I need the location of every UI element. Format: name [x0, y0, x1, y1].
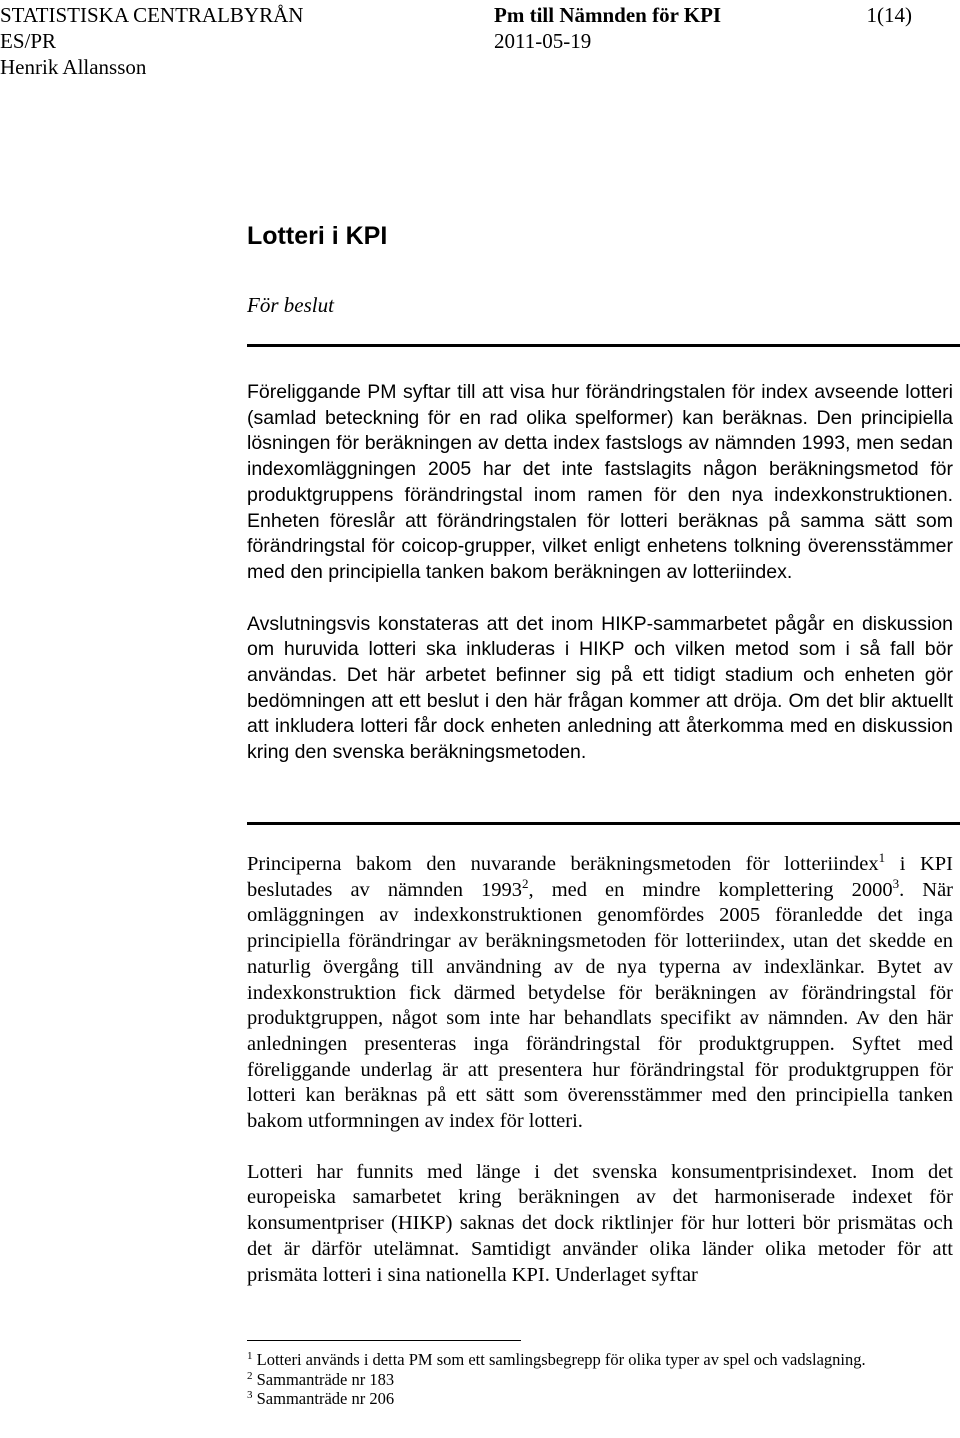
footnote-divider — [247, 1340, 521, 1341]
body-paragraph-2: Lotteri har funnits med länge i det svenska konsumentprisindexet. Inom det europeiska samarbetet kring beräkningen av det harmoniserade indexet för konsumentpriser (HIKP) saknas det dock riktlinjer för hur lotteri bör prismätas och det är därför utelämnat. Samtidigt använder olika länder olika metoder för att prismäta lotteri i sina nationella KPI. Underlaget syftar — [247, 1160, 953, 1286]
header-row-1 — [0, 2, 960, 28]
document-header — [0, 2, 960, 80]
footnote-2 — [247, 1370, 937, 1390]
footnote-text: Lotteri används i detta PM som ett samlingsbegrepp för olika typer av spel och vadslagning. — [252, 1350, 866, 1369]
header-row-3 — [0, 54, 960, 80]
body-paragraph-1-part-a: Principerna bakom den nuvarande beräkningsmetoden för lotteriindex — [247, 853, 879, 875]
body-paragraph-1-part-b: i KPI beslutades av nämnden 1993 — [247, 853, 953, 901]
document-date: 2011-05-19 — [494, 29, 592, 53]
footnote-ref-3: 3 — [892, 875, 900, 891]
summary-paragraph-1: Föreliggande PM syftar till att visa hur förändringstalen för index avseende lotteri (samlad beteckning för en rad olika spelformer) kan beräknas. Den principiella lösningen för beräkningen av detta index fastslogs av nämnden 1993, men sedan indexomläggningen 2005 har det inte fastslagits någon beräkningsmetod för produktgruppens förändringstal inom ramen för den nya indexkonstruktionen. Enheten föreslår att förändringstalen för lotteri beräknas på samma sätt som förändringstal för coicop-grupper, vilket enligt enhetens tolkning överensstämmer med den principiella tanken bakom beräkningen av lotteriindex. — [247, 381, 953, 583]
body-paragraph-1 — [247, 852, 953, 1135]
footnote-text: Sammanträde nr 183 — [252, 1369, 395, 1389]
footnote-ref-1: 1 — [878, 850, 886, 865]
summary-top-divider — [247, 344, 960, 347]
footnote-text: Sammanträde nr 206 — [252, 1389, 395, 1408]
summary-bottom-divider — [247, 822, 960, 825]
footnote-1 — [247, 1350, 937, 1370]
footnotes — [247, 1350, 937, 1409]
org-name: STATISTISKA CENTRALBYRÅN — [0, 3, 304, 27]
document-title: Lotteri i KPI — [247, 222, 388, 250]
footnote-number: 2 — [247, 1369, 253, 1382]
footnote-number: 3 — [247, 1389, 253, 1401]
department: ES/PR — [0, 29, 57, 53]
body-paragraph-1-part-d: . När omläggningen av indexkonstruktionen genomfördes 2005 föranledde det inga principiella förändringar av beräkningsmetoden för lotteriindex, utan det skedde en naturlig övergång till användning av de nya typerna av indexlänkar. Bytet av indexkonstruktion fick därmed betydelse för beräkningen av förändringstal för produktgruppen, något som inte har behandlats specifikt av nämnden. Av den här anledningen presenteras inga förändringstal för produktgruppen. Syftet med föreliggande underlag är att presentera hur förändringstal för produktgruppen för lotteri kan beräknas på ett sätt som överensstämmer med den principiella tanken bakom utformningen av index för lotteri. — [247, 878, 954, 1133]
body-paragraph-1-part-c: , med en mindre komplettering 2000 — [528, 878, 893, 901]
footnote-3 — [247, 1389, 937, 1409]
page-number: 1(14) — [866, 3, 912, 27]
memo-type: Pm till Nämnden för KPI — [494, 3, 722, 27]
author-name: Henrik Allansson — [0, 55, 147, 79]
header-row-2 — [0, 28, 960, 54]
document-subtitle: För beslut — [247, 293, 334, 317]
footnote-number: 1 — [247, 1350, 253, 1362]
footnote-ref-2: 2 — [522, 875, 529, 891]
summary-section — [247, 380, 953, 766]
summary-paragraph-2: Avslutningsvis konstateras att det inom HIKP-sammarbetet pågår en diskussion om huruvida lotteri ska inkluderas i HIKP och vilken metod som i så fall bör användas. Det här arbetet befinner sig på ett tidigt stadium och enheten gör bedömningen att ett beslut i den här frågan kommer att dröja. Om det blir aktuellt att inkludera lotteri får dock enheten anledning att återkomma med en diskussion kring den svenska beräkningsmetoden. — [247, 612, 953, 764]
body-section — [247, 852, 953, 1288]
